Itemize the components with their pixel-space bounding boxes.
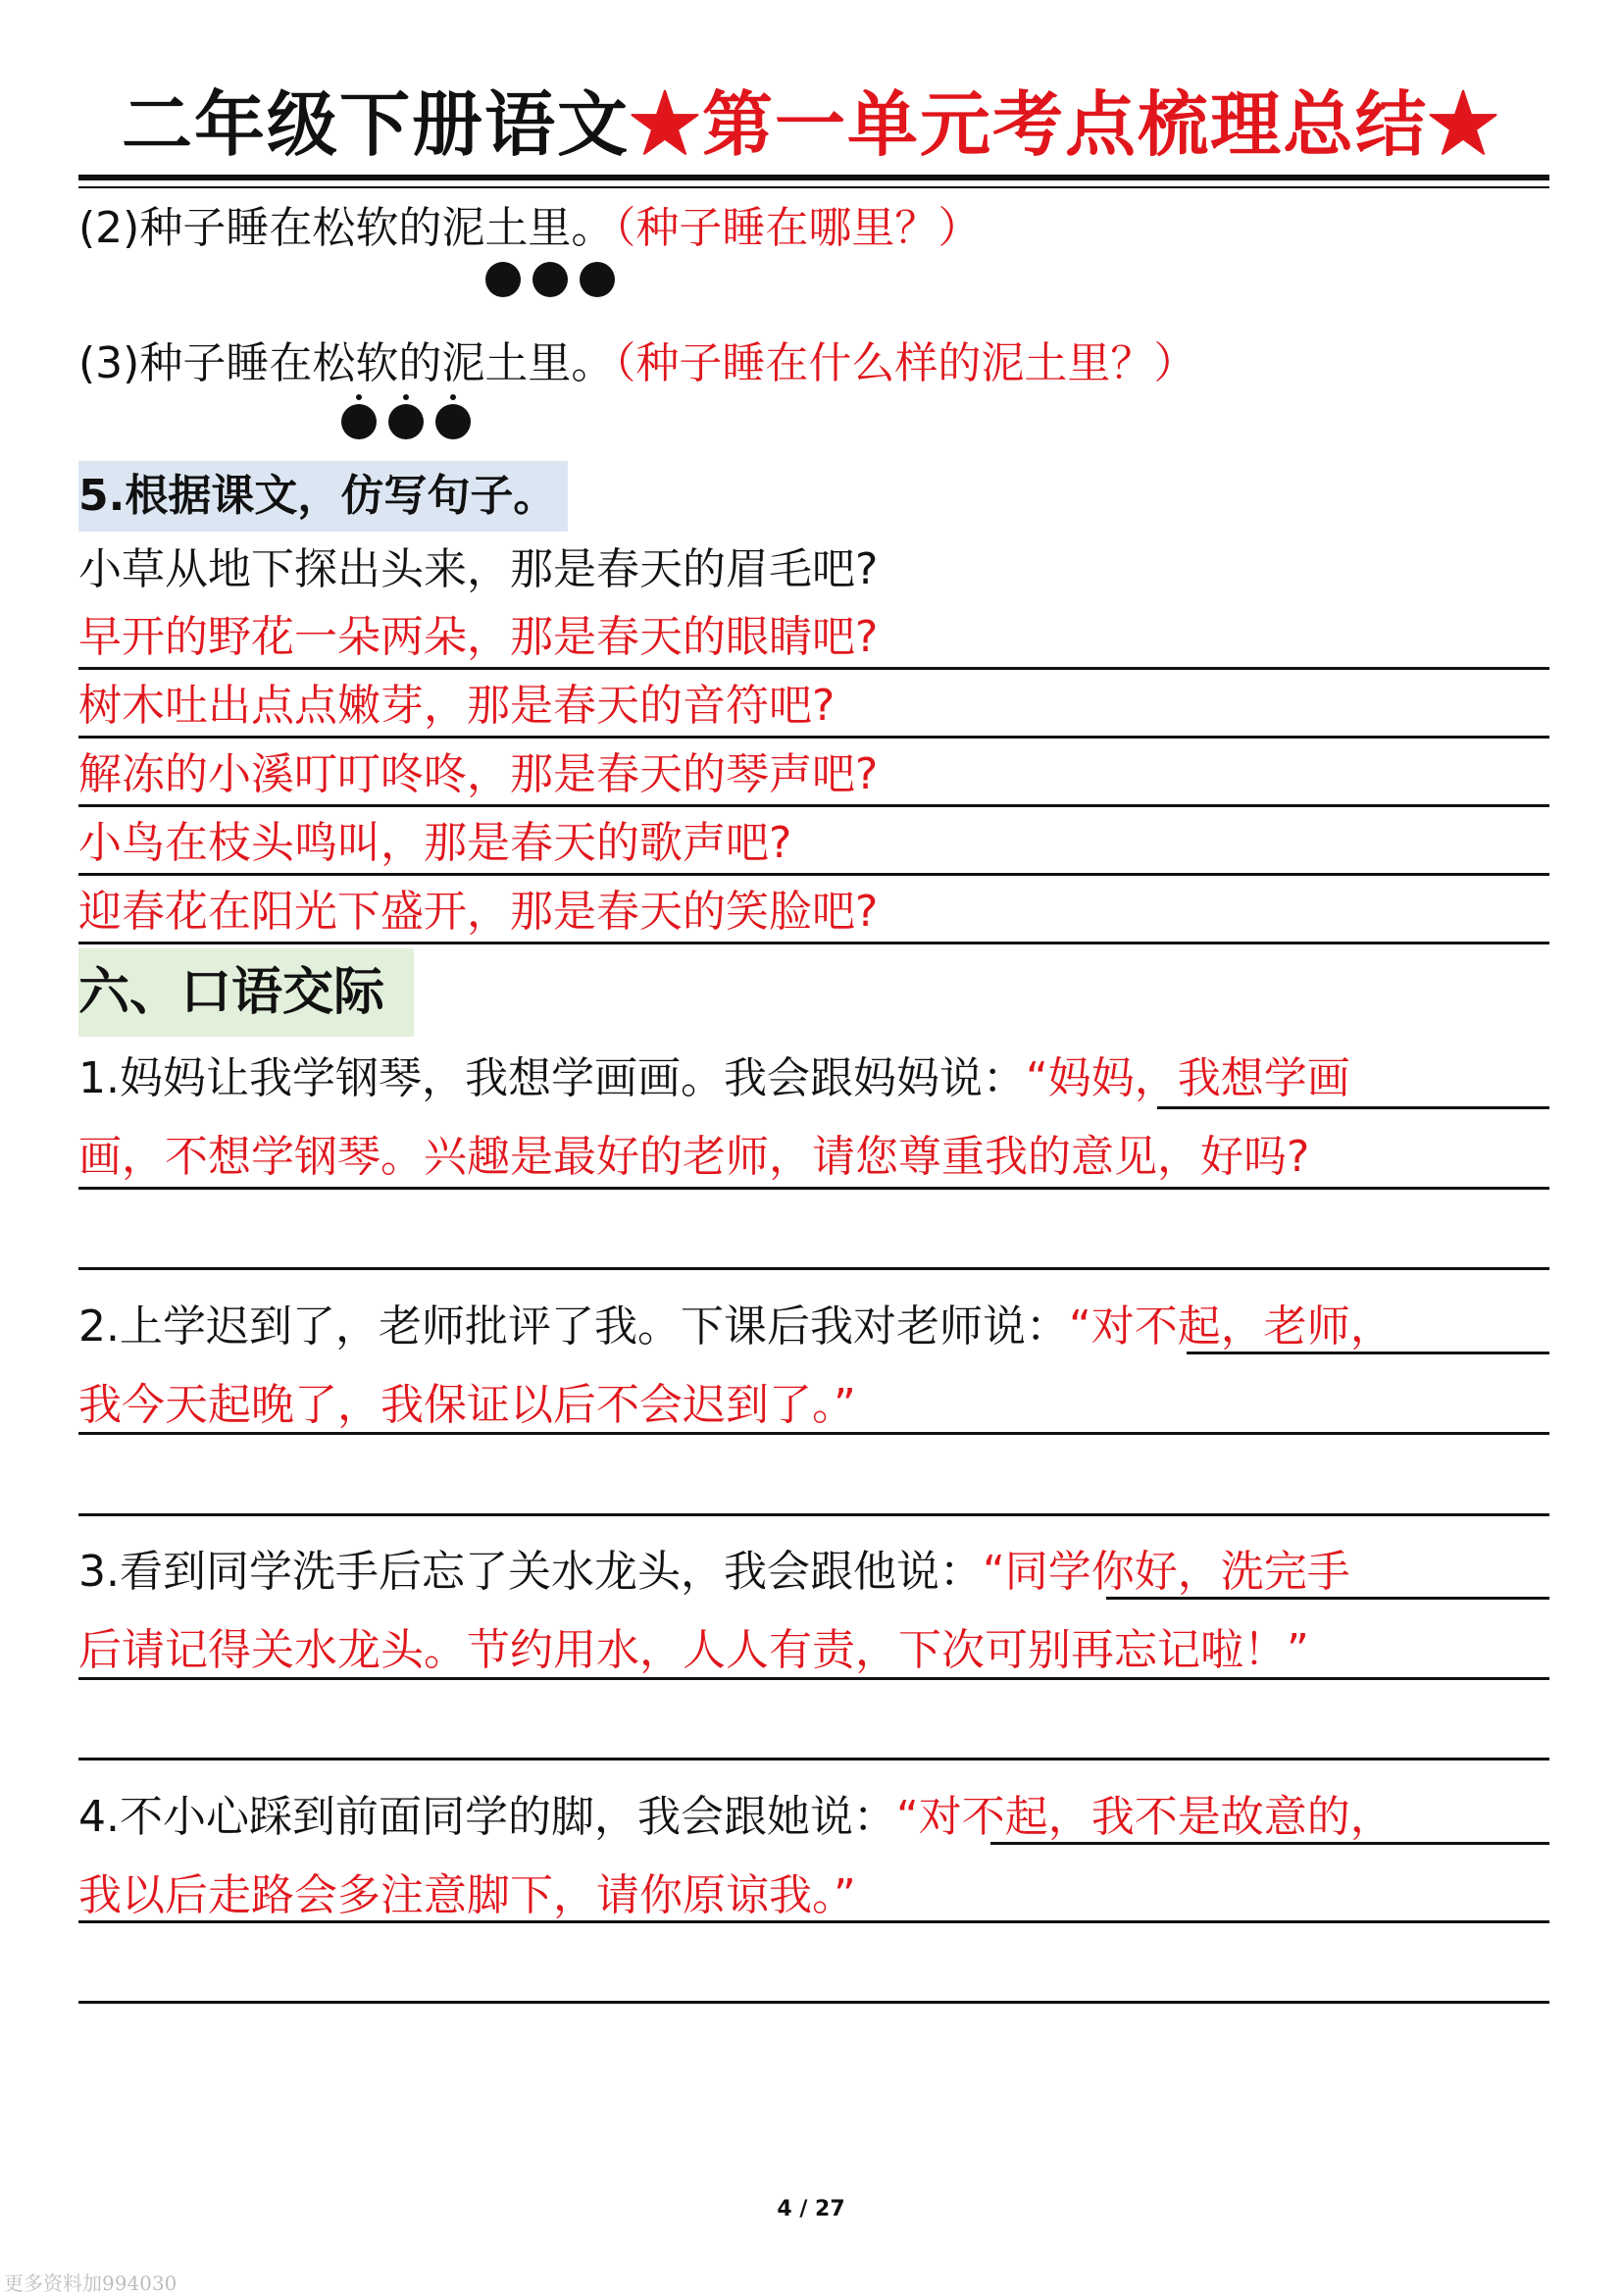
answer-line [78, 1920, 1549, 1923]
section-5-heading: 5.根据课文，仿写句子。 [78, 461, 568, 532]
q2-answer-start: “对不起，老师， [1068, 1301, 1394, 1352]
q4-line1 [78, 1790, 1394, 1845]
title-rule-thick [78, 175, 1549, 180]
item-2-answer: （种子睡在哪里？） [614, 203, 982, 253]
q1-line1 [78, 1051, 1350, 1106]
answer-line [78, 667, 1549, 670]
answer-line [78, 1432, 1549, 1435]
item-2-text [78, 201, 981, 256]
q4-answer-start: “对不起，我不是故意的， [895, 1792, 1394, 1842]
section-5-example: 小草从地下探出头来，那是春天的眉毛吧? [78, 544, 879, 594]
item-2-prefix: (2)种子睡在松软的泥土里。 [78, 203, 615, 253]
answer-line [78, 873, 1549, 876]
emphasis-dots-2 [485, 260, 623, 297]
dot [388, 404, 424, 439]
answer-line [78, 1267, 1549, 1270]
answer-line [78, 942, 1549, 944]
q2-answer-rest: 我今天起晚了，我保证以后不会迟到了。” [78, 1380, 856, 1430]
q1-prompt: 1.妈妈让我学钢琴，我想学画画。我会跟妈妈说： [78, 1053, 1026, 1103]
q2-prompt: 2.上学迟到了，老师批评了我。下课后我对老师说： [78, 1301, 1069, 1352]
dot [485, 262, 521, 297]
dot [580, 262, 615, 297]
dot [341, 404, 377, 439]
page-number: 4 / 27 [777, 2197, 845, 2221]
q2-line1 [78, 1300, 1394, 1354]
title-rule-thin [78, 186, 1549, 188]
title-red: ★第一单元考点梳理总结★ [630, 82, 1501, 166]
q3-prompt: 3.看到同学洗手后忘了关水龙头，我会跟他说： [78, 1547, 983, 1597]
answer-line [1106, 1597, 1549, 1600]
item-3-prefix: (3)种子睡在松软的泥土里。 [78, 338, 615, 388]
page-title [0, 80, 1622, 169]
section-5-answer-1: 早开的野花一朵两朵，那是春天的眼睛吧? [78, 612, 879, 662]
emphasis-dots-3 [341, 402, 479, 439]
section-6-heading: 六、口语交际 [78, 948, 414, 1037]
section-5-answer-4: 小鸟在枝头鸣叫，那是春天的歌声吧? [78, 818, 792, 868]
dot [532, 262, 568, 297]
answer-line [1157, 1106, 1549, 1109]
section-5-answer-3: 解冻的小溪叮叮咚咚，那是春天的琴声吧? [78, 749, 879, 799]
answer-line [78, 736, 1549, 739]
q3-answer-start: “同学你好，洗完手 [982, 1547, 1350, 1597]
item-3-text [78, 336, 1196, 391]
q1-answer-rest: 画，不想学钢琴。兴趣是最好的老师，请您尊重我的意见，好吗? [78, 1132, 1310, 1182]
answer-line [78, 804, 1549, 807]
title-black: 二年级下册语文 [121, 82, 630, 166]
answer-line [1187, 1352, 1549, 1354]
section-5-answer-2: 树木吐出点点嫩芽，那是春天的音符吧? [78, 681, 836, 731]
answer-line [78, 1187, 1549, 1190]
answer-line [78, 1513, 1549, 1516]
answer-line [990, 1842, 1549, 1845]
answer-line [78, 1758, 1549, 1760]
q4-prompt: 4.不小心踩到前面同学的脚，我会跟她说： [78, 1792, 896, 1842]
dot [435, 404, 471, 439]
watermark: 更多资料加994030 [4, 2271, 177, 2295]
answer-line [78, 1677, 1549, 1680]
item-3-answer: （种子睡在什么样的泥土里？） [614, 338, 1197, 388]
q4-answer-rest: 我以后走路会多注意脚下，请你原谅我。” [78, 1870, 856, 1920]
q3-line1 [78, 1545, 1350, 1600]
section-5-answer-5: 迎春花在阳光下盛开，那是春天的笑脸吧? [78, 887, 879, 937]
q1-answer-start: “妈妈，我想学画 [1025, 1053, 1350, 1103]
q3-answer-rest: 后请记得关水龙头。节约用水，人人有责，下次可别再忘记啦！” [78, 1625, 1309, 1675]
answer-line [78, 2001, 1549, 2004]
